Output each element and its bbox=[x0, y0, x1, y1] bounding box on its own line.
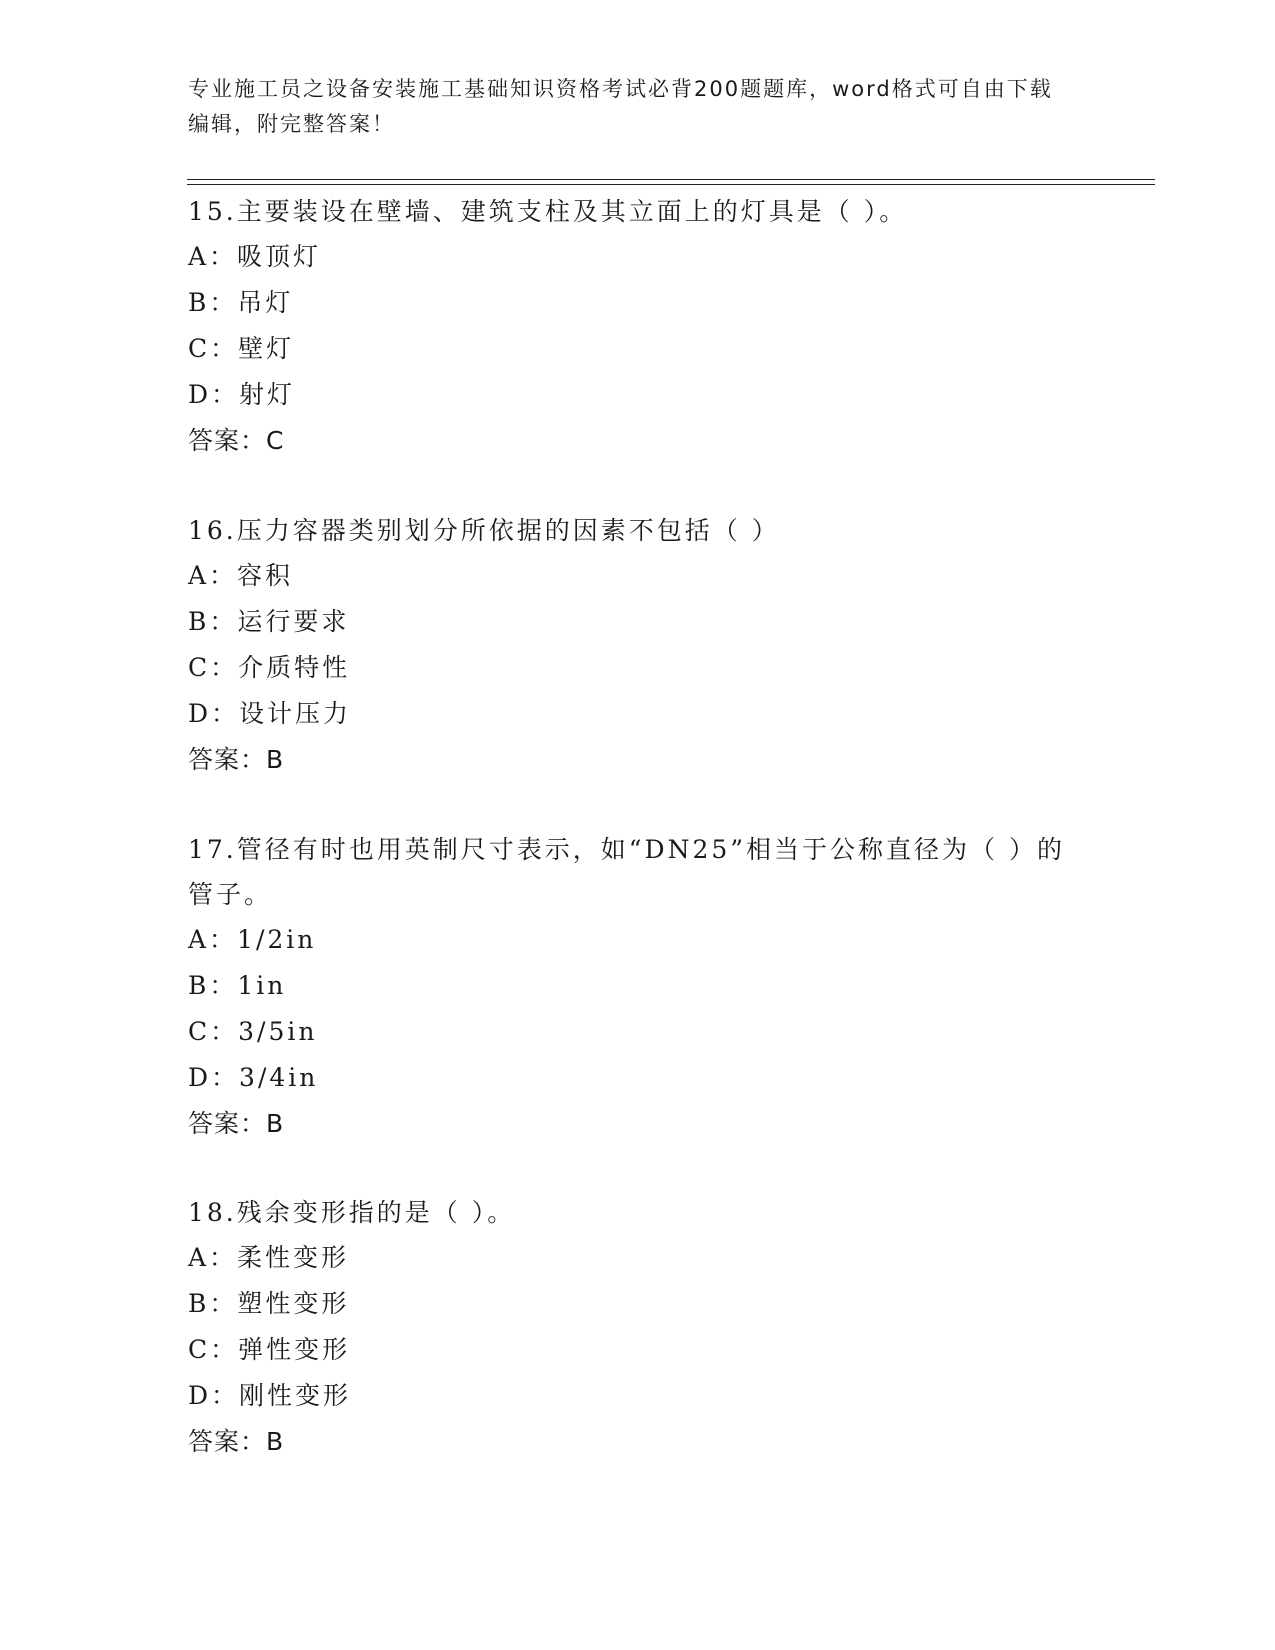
option-c: C：弹性变形 bbox=[188, 1335, 351, 1364]
option-b: B：1in bbox=[188, 971, 287, 1000]
question-stem: 15.主要装设在壁墙、建筑支柱及其立面上的灯具是（ ）。 bbox=[188, 197, 908, 226]
answer-line: 答案：C bbox=[188, 426, 285, 455]
option-a: A：柔性变形 bbox=[188, 1243, 350, 1272]
question-17 bbox=[188, 827, 1088, 1147]
option-d: D：射灯 bbox=[188, 380, 296, 409]
option-c: C：壁灯 bbox=[188, 334, 295, 363]
header-rule-bottom bbox=[187, 184, 1155, 185]
option-b: B：吊灯 bbox=[188, 288, 294, 317]
header-rule-top bbox=[187, 179, 1155, 180]
answer-line: 答案：B bbox=[188, 745, 285, 774]
question-15 bbox=[188, 189, 1088, 464]
option-d: D：设计压力 bbox=[188, 699, 352, 728]
question-stem: 16.压力容器类别划分所依据的因素不包括（ ） bbox=[188, 516, 780, 545]
option-d: D：3/4in bbox=[188, 1063, 319, 1092]
question-stem: 17.管径有时也用英制尺寸表示，如“DN25”相当于公称直径为（ ）的管子。 bbox=[188, 835, 1065, 909]
question-stem: 18.残余变形指的是（ ）。 bbox=[188, 1198, 516, 1227]
option-a: A：吸顶灯 bbox=[188, 242, 322, 271]
option-b: B：运行要求 bbox=[188, 607, 350, 636]
option-b: B：塑性变形 bbox=[188, 1289, 350, 1318]
option-d: D：刚性变形 bbox=[188, 1381, 352, 1410]
option-a: A：1/2in bbox=[188, 925, 317, 954]
answer-line: 答案：B bbox=[188, 1109, 285, 1138]
option-c: C：3/5in bbox=[188, 1017, 318, 1046]
option-c: C：介质特性 bbox=[188, 653, 351, 682]
question-18 bbox=[188, 1190, 1088, 1465]
answer-line: 答案：B bbox=[188, 1427, 285, 1456]
option-a: A：容积 bbox=[188, 561, 294, 590]
document-header: 专业施工员之设备安装施工基础知识资格考试必背200题题库，word格式可自由下载编辑，附完整答案！ bbox=[188, 77, 1053, 136]
question-16 bbox=[188, 508, 1088, 783]
